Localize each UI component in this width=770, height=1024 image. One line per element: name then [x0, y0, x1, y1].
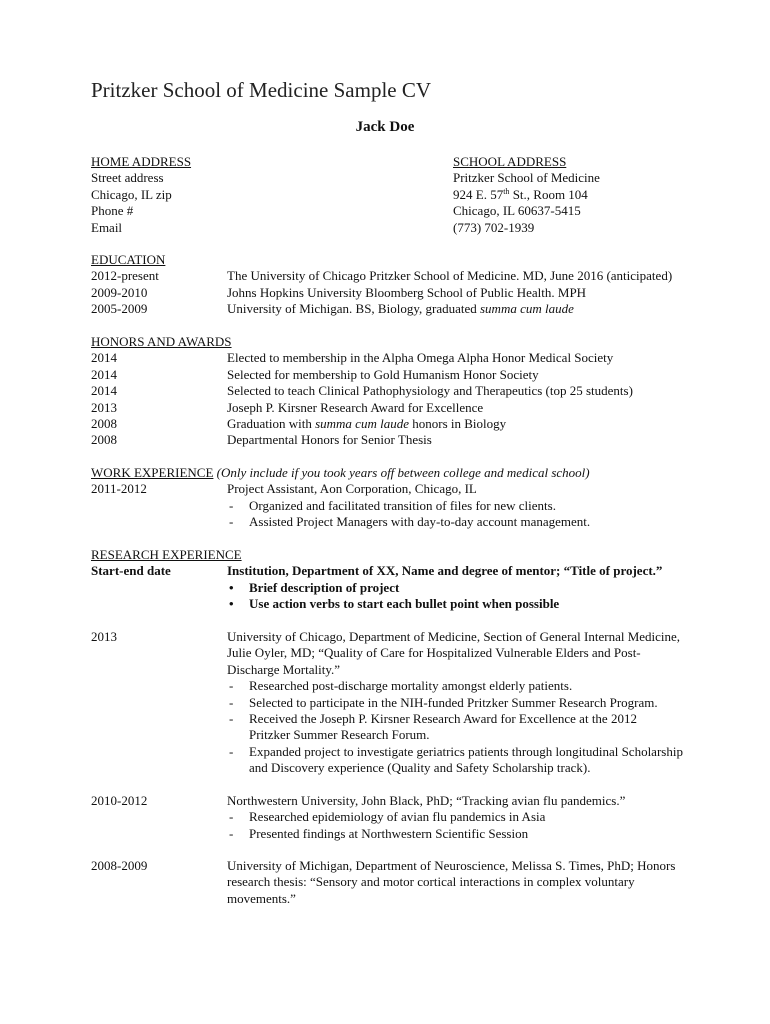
- honor-text: Elected to membership in the Alpha Omega Alpha Honor Medical Society: [227, 350, 614, 366]
- honor-row: [91, 350, 731, 366]
- research-template-bullet: [227, 596, 731, 612]
- education-text: The University of Chicago Pritzker School of Medicine. MD, June 2016 (anticipated): [227, 268, 673, 284]
- research-template-row: [91, 563, 731, 612]
- work-date: 2011-2012: [91, 481, 147, 497]
- research-details: [227, 629, 731, 777]
- research-bullet: [227, 711, 731, 744]
- education-row: [91, 285, 731, 301]
- research-bullet-text: Presented findings at Northwestern Scientific Session: [249, 825, 529, 841]
- research-template-bullet: [227, 580, 731, 596]
- home-address-heading: HOME ADDRESS: [91, 154, 192, 169]
- work-heading-line: [91, 465, 731, 481]
- education-text-plain: University of Michigan. BS, Biology, graduated: [227, 301, 480, 317]
- research-template-details: [227, 563, 731, 612]
- research-bullet-line: Received the Joseph P. Kirsner Research Award for Excellence at the 2012: [249, 710, 637, 726]
- research-bullet-text: Researched post-discharge mortality amongst elderly patients.: [249, 678, 573, 694]
- work-row: [91, 481, 731, 530]
- research-bullet-text: [249, 744, 731, 777]
- honor-date: 2014: [91, 350, 117, 366]
- home-address-line: Chicago, IL zip: [91, 186, 172, 202]
- research-template-bullet-text: Brief description of project: [249, 579, 400, 595]
- research-details: [227, 793, 731, 842]
- honor-row: [91, 432, 731, 448]
- honor-date: 2014: [91, 383, 117, 399]
- work-bullet-text: Organized and facilitated transition of files for new clients.: [249, 497, 556, 513]
- research-row: [91, 629, 731, 777]
- research-bullet-line: and Discovery experience (Quality and Safety Scholarship track).: [249, 760, 591, 776]
- work-bullet-text: Assisted Project Managers with day-to-day account management.: [249, 514, 591, 530]
- research-heading: RESEARCH EXPERIENCE: [91, 547, 242, 562]
- work-title: Project Assistant, Aon Corporation, Chicago, IL: [227, 481, 477, 497]
- honor-text-italic: summa cum laude: [315, 416, 409, 432]
- research-template-bullet-text: Use action verbs to start each bullet point when possible: [249, 596, 560, 612]
- education-heading: EDUCATION: [91, 252, 166, 267]
- research-bullet: [227, 809, 731, 825]
- research-line: Julie Oyler, MD; “Quality of Care for Hospitalized Vulnerable Elders and Post-: [227, 645, 641, 661]
- research-line: Discharge Mortality.”: [227, 661, 340, 677]
- research-template-date: Start-end date: [91, 563, 171, 579]
- work-section: [91, 465, 731, 531]
- school-address-line: (773) 702-1939: [453, 219, 535, 235]
- education-text-italic: summa cum laude: [480, 301, 574, 317]
- education-section: [91, 252, 731, 318]
- bullet-marker: •: [229, 596, 234, 612]
- honor-date: 2013: [91, 399, 117, 415]
- honor-text: Selected to teach Clinical Pathophysiology and Therapeutics (top 25 students): [227, 383, 633, 399]
- work-bullet: [227, 498, 731, 514]
- honor-text: Joseph P. Kirsner Research Award for Excellence: [227, 399, 484, 415]
- bullet-marker: -: [229, 809, 234, 825]
- street-rest: St., Room 104: [509, 186, 588, 202]
- school-address: [453, 154, 600, 236]
- research-row: [91, 793, 731, 842]
- research-bullet-line: Pritzker Summer Research Forum.: [249, 727, 430, 743]
- work-bullet: [227, 514, 731, 530]
- bullet-marker: -: [229, 694, 234, 710]
- honor-row: [91, 383, 731, 399]
- education-date: 2005-2009: [91, 301, 148, 317]
- honor-text-plain: honors in Biology: [408, 416, 507, 432]
- research-line: University of Chicago, Department of Medicine, Section of General Internal Medicine,: [227, 629, 681, 644]
- bullet-marker: -: [229, 497, 234, 513]
- education-date: 2012-present: [91, 268, 159, 284]
- honor-row: [91, 367, 731, 383]
- honor-text: [227, 416, 731, 432]
- honor-date: 2008: [91, 416, 117, 432]
- research-template-title: Institution, Department of XX, Name and degree of mentor; “Title of project.”: [227, 563, 663, 579]
- honor-text: Selected for membership to Gold Humanism Honor Society: [227, 366, 539, 382]
- home-address-line: Street address: [91, 170, 164, 186]
- research-line: University of Michigan, Department of Neuroscience, Melissa S. Times, PhD; Honors: [227, 858, 676, 873]
- research-bullet: [227, 678, 731, 694]
- research-date: 2010-2012: [91, 793, 148, 808]
- work-note: (Only include if you took years off between college and medical school): [213, 465, 590, 480]
- honor-date: 2014: [91, 366, 117, 382]
- research-line: Northwestern University, John Black, PhD; “Tracking avian flu pandemics.”: [227, 793, 626, 808]
- honors-heading: HONORS AND AWARDS: [91, 334, 232, 349]
- school-address-heading: SCHOOL ADDRESS: [453, 154, 567, 169]
- honor-text: Departmental Honors for Senior Thesis: [227, 432, 432, 448]
- research-bullet-line: Expanded project to investigate geriatrics patients through longitudinal Scholarship: [249, 743, 683, 759]
- home-address-line: Phone #: [91, 203, 134, 219]
- research-details: [227, 858, 731, 907]
- research-bullet-text: Researched epidemiology of avian flu pandemics in Asia: [249, 809, 546, 825]
- education-text: Johns Hopkins University Bloomberg School of Public Health. MPH: [227, 284, 587, 300]
- education-text: [227, 301, 731, 317]
- ordinal-suffix: th: [503, 186, 510, 196]
- bullet-marker: -: [229, 710, 234, 726]
- work-details: [227, 481, 731, 530]
- research-bullet-text: Selected to participate in the NIH-funded Pritzker Summer Research Program.: [249, 694, 658, 710]
- person-name: Jack Doe: [355, 119, 415, 135]
- bullet-marker: -: [229, 678, 234, 694]
- research-entry: [91, 858, 731, 907]
- home-address-line: Email: [91, 219, 123, 235]
- honor-text-plain: Graduation with: [227, 416, 316, 432]
- research-bullet-text: [249, 711, 731, 744]
- research-bullet: [227, 695, 731, 711]
- research-entry: [91, 629, 731, 777]
- education-row: [91, 301, 731, 317]
- honor-date: 2008: [91, 432, 117, 448]
- street-number: 924 E. 57: [453, 186, 504, 202]
- research-date: 2013: [91, 629, 117, 644]
- research-section: [91, 547, 731, 613]
- research-bullet: [227, 744, 731, 777]
- research-date: 2008-2009: [91, 858, 148, 873]
- school-address-line: Chicago, IL 60637-5415: [453, 203, 581, 219]
- research-line: movements.”: [227, 890, 296, 906]
- school-address-line: [453, 187, 600, 203]
- work-heading: WORK EXPERIENCE: [91, 465, 214, 480]
- education-row: [91, 268, 731, 284]
- bullet-marker: -: [229, 825, 234, 841]
- home-address: [91, 154, 191, 236]
- honors-section: [91, 334, 731, 449]
- research-line: research thesis: “Sensory and motor cortical interactions in complex voluntary: [227, 874, 635, 890]
- document-title: Pritzker School of Medicine Sample CV: [91, 78, 432, 102]
- research-row: [91, 858, 731, 907]
- research-entry: [91, 793, 731, 842]
- bullet-marker: •: [229, 579, 234, 595]
- bullet-marker: -: [229, 514, 234, 530]
- research-bullet: [227, 826, 731, 842]
- honor-row: [91, 416, 731, 432]
- honor-row: [91, 400, 731, 416]
- education-date: 2009-2010: [91, 284, 148, 300]
- bullet-marker: -: [229, 743, 234, 759]
- school-address-line: Pritzker School of Medicine: [453, 170, 600, 186]
